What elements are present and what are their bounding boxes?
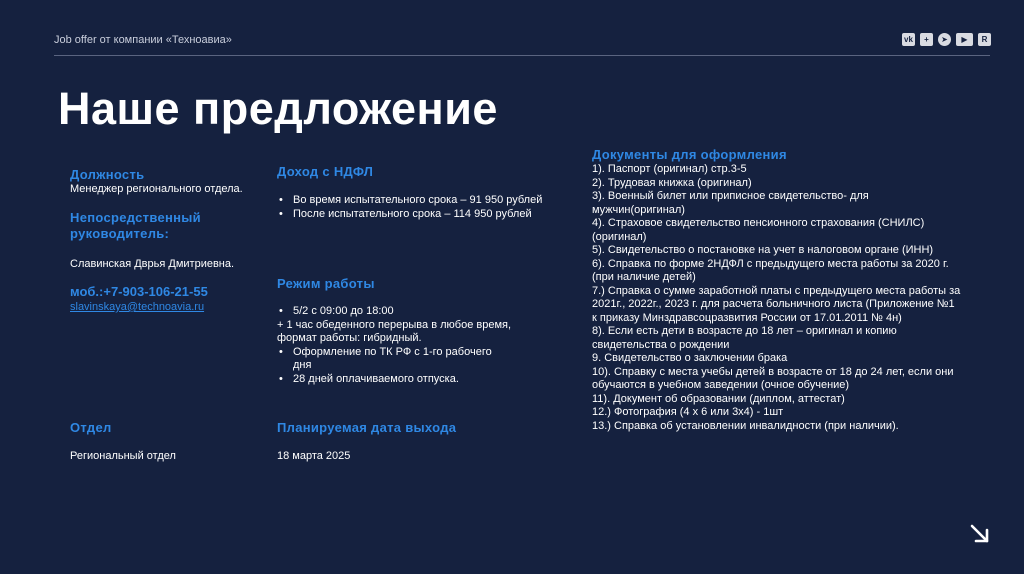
header-divider: [54, 55, 990, 56]
list-item: 3). Военный билет или приписное свидетельство- для мужчин(оригинал): [592, 190, 869, 216]
list-item: • Оформление по ТК РФ с 1-го рабочего дня: [277, 346, 507, 373]
schedule-list: [277, 305, 537, 386]
header-text: Job offer от компании «Техноавиа»: [54, 34, 232, 46]
income-list: [277, 194, 567, 221]
list-item: 7.) Справка о сумме заработной платы с предыдущего места работы за 2021г., 2022г., 2023 г. для расчета больничного листа (Приложение №1 к приказу Минздравсоцразвития России от 17.01.2011 № 4н): [592, 284, 961, 324]
documents-list: [592, 163, 962, 433]
list-item: 4). Страховое свидетельство пенсионного страхования (СНИЛС) (оригинал): [592, 217, 925, 243]
list-item: 13.) Справка об установлении инвалидности (при наличии).: [592, 419, 899, 432]
manager-label: Непосредственный руководитель:: [70, 210, 201, 241]
department-label: Отдел: [70, 420, 112, 435]
list-item: 8). Если есть дети в возрасте до 18 лет – оригинал и копию свидетельства о рождении: [592, 325, 897, 351]
list-item: 10). Справку с места учебы детей в возрасте от 18 до 24 лет, если они обучаются в учебном заведении (очное обучение): [592, 365, 954, 391]
documents-label: Документы для оформления: [592, 147, 787, 162]
rutube-icon[interactable]: R: [978, 33, 991, 46]
manager-email-link[interactable]: slavinskaya@technoavia.ru: [70, 301, 205, 313]
telegram-icon[interactable]: ➤: [938, 33, 951, 46]
list-item: • Во время испытательного срока – 91 950 рублей: [277, 194, 567, 208]
schedule-label: Режим работы: [277, 276, 375, 291]
vk-icon[interactable]: vk: [902, 33, 915, 46]
plus-icon[interactable]: +: [920, 33, 933, 46]
start-date-label: Планируемая дата выхода: [277, 420, 457, 435]
list-item: 12.) Фотография (4 х 6 или 3х4) - 1шт: [592, 406, 784, 418]
social-links: [902, 33, 991, 46]
schedule-note: + 1 час обеденного перерыва в любое время, формат работы: гибридный.: [277, 318, 512, 344]
list-item: • После испытательного срока – 114 950 рублей: [277, 208, 567, 222]
page-title: Наше предложение: [58, 83, 498, 134]
list-item: 2). Трудовая книжка (оригинал): [592, 176, 752, 189]
income-label: Доход с НДФЛ: [277, 164, 374, 179]
list-item: 9. Свидетельство о заключении брака: [592, 352, 788, 364]
list-item: • 28 дней оплачиваемого отпуска.: [277, 373, 507, 387]
list-item: 1). Паспорт (оригинал) стр.3-5: [592, 163, 747, 175]
manager-name: Славинская Дврья Дмитриевна.: [70, 258, 235, 270]
list-item: 11). Документ об образовании (диплом, аттестат): [592, 392, 845, 405]
start-date-value: 18 марта 2025: [277, 450, 351, 462]
position-value: Менеджер регионального отдела.: [70, 183, 243, 195]
list-item: 6). Справка по форме 2НДФЛ с предыдущего места работы за 2020 г. (при наличие детей): [592, 257, 949, 283]
position-label: Должность: [70, 167, 145, 182]
youtube-icon[interactable]: ▶: [956, 33, 973, 46]
list-item: • 5/2 с 09:00 до 18:00: [277, 305, 537, 319]
manager-phone: моб.:+7-903-106-21-55: [70, 284, 208, 299]
department-value: Региональный отдел: [70, 450, 176, 462]
list-item: 5). Свидетельство о постановке на учет в налоговом органе (ИНН): [592, 244, 934, 256]
arrow-down-right-icon[interactable]: [968, 522, 992, 546]
